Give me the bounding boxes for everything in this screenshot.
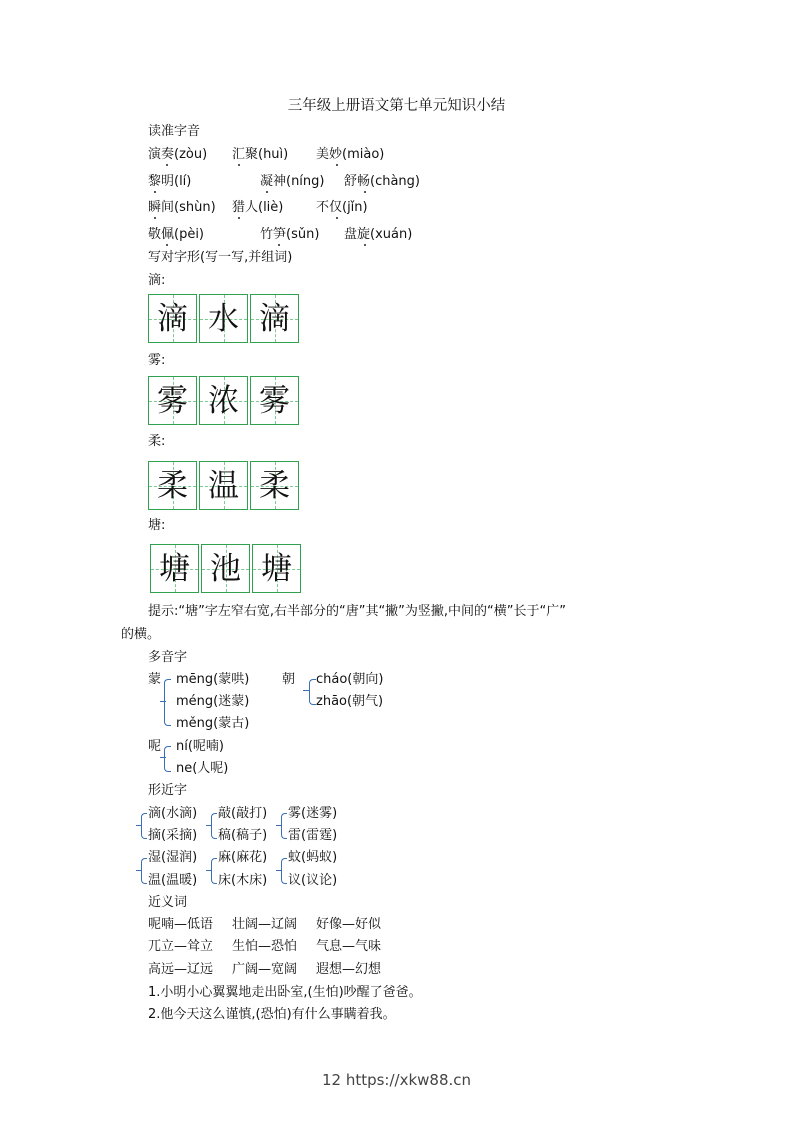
grid-char: 塘 bbox=[261, 550, 292, 587]
similar-char: 滴(水滴) bbox=[148, 806, 198, 821]
pron-item: 美妙(miào) bbox=[316, 147, 385, 162]
bracket bbox=[164, 679, 171, 726]
grid-cell bbox=[250, 376, 299, 425]
writing-grid bbox=[148, 376, 301, 425]
char-label: 塘: bbox=[148, 518, 166, 533]
similar-char: 议(议论) bbox=[288, 873, 338, 888]
polyphone-reading: mēng(蒙哄) bbox=[176, 672, 250, 687]
similar-char: 摘(采摘) bbox=[148, 828, 198, 843]
grid-char: 雾 bbox=[259, 382, 290, 419]
emphasis-dot bbox=[154, 191, 156, 193]
grid-cell bbox=[201, 544, 250, 593]
similar-char: 麻(麻花) bbox=[218, 850, 268, 865]
synonym-pair: 生怕—恐怕 bbox=[232, 939, 298, 954]
pron-item: 演奏(zòu) bbox=[148, 147, 208, 162]
synonym-pair: 广阔—宽阔 bbox=[232, 962, 298, 977]
grid-cell bbox=[252, 544, 301, 593]
emphasis-dot bbox=[336, 217, 338, 219]
polyphone-reading: méng(迷蒙) bbox=[176, 694, 250, 709]
bracket-tick bbox=[160, 701, 166, 702]
bracket-tick bbox=[276, 870, 282, 871]
pron-item: 瞬间(shùn) bbox=[148, 200, 216, 215]
pron-item: 竹笋(sǔn) bbox=[260, 227, 320, 242]
polyphone-char: 朝 bbox=[282, 672, 296, 687]
similar-char: 温(温暖) bbox=[148, 873, 198, 888]
similar-char: 敲(敲打) bbox=[218, 806, 268, 821]
polyphone-reading: cháo(朝向) bbox=[316, 672, 384, 687]
char-label: 柔: bbox=[148, 434, 166, 449]
similar-char: 蚊(蚂蚁) bbox=[288, 850, 338, 865]
section-heading-writing: 写对字形(写一写,并组词) bbox=[148, 250, 293, 265]
hint-text-continued: 的横。 bbox=[121, 627, 161, 642]
emphasis-dot bbox=[364, 191, 366, 193]
grid-cell bbox=[199, 376, 248, 425]
bracket-tick bbox=[303, 690, 309, 691]
grid-char: 柔 bbox=[259, 467, 290, 504]
char-label: 雾: bbox=[148, 353, 166, 368]
similar-char: 床(木床) bbox=[218, 873, 268, 888]
page-title: 三年级上册语文第七单元知识小结 bbox=[287, 98, 506, 114]
bracket bbox=[281, 813, 287, 839]
emphasis-dot bbox=[278, 244, 280, 246]
grid-cell bbox=[250, 294, 299, 343]
grid-cell bbox=[250, 461, 299, 510]
emphasis-dot bbox=[336, 164, 338, 166]
grid-char: 温 bbox=[208, 467, 239, 504]
grid-char: 滴 bbox=[259, 300, 290, 337]
pron-item: 猎人(liè) bbox=[232, 200, 284, 215]
bracket bbox=[281, 858, 287, 884]
synonym-pair: 呢喃—低语 bbox=[148, 917, 214, 932]
grid-cell bbox=[199, 461, 248, 510]
example-sentence: 2.他今天这么谨慎,(恐怕)有什么事瞒着我。 bbox=[148, 1007, 396, 1022]
polyphone-reading: ne(人呢) bbox=[176, 761, 229, 776]
section-heading-pronunciation: 读准字音 bbox=[148, 124, 201, 139]
bracket bbox=[211, 858, 217, 884]
grid-char: 雾 bbox=[157, 382, 188, 419]
grid-char: 浓 bbox=[208, 382, 239, 419]
bracket-tick bbox=[136, 870, 142, 871]
grid-char: 滴 bbox=[157, 300, 188, 337]
pron-item: 舒畅(chàng) bbox=[344, 174, 420, 189]
synonym-pair: 高远—辽远 bbox=[148, 962, 214, 977]
writing-grid bbox=[150, 544, 303, 593]
grid-cell bbox=[199, 294, 248, 343]
example-sentence: 1.小明小心翼翼地走出卧室,(生怕)吵醒了爸爸。 bbox=[148, 985, 422, 1000]
grid-char: 池 bbox=[210, 550, 241, 587]
bracket-tick bbox=[160, 757, 166, 758]
emphasis-dot bbox=[238, 164, 240, 166]
grid-char: 水 bbox=[208, 300, 239, 337]
polyphone-char: 蒙 bbox=[148, 672, 162, 687]
polyphone-char: 呢 bbox=[148, 739, 162, 754]
pron-item: 黎明(lí) bbox=[148, 174, 192, 189]
emphasis-dot bbox=[166, 244, 168, 246]
similar-char: 雷(雷霆) bbox=[288, 828, 338, 843]
grid-char: 塘 bbox=[159, 550, 190, 587]
writing-grid bbox=[148, 294, 301, 343]
bracket bbox=[141, 858, 147, 884]
emphasis-dot bbox=[266, 191, 268, 193]
grid-cell bbox=[148, 376, 197, 425]
similar-char: 雾(迷雾) bbox=[288, 806, 338, 821]
grid-cell bbox=[148, 461, 197, 510]
synonym-pair: 气息—气味 bbox=[316, 939, 382, 954]
grid-cell bbox=[150, 544, 199, 593]
polyphone-reading: měng(蒙古) bbox=[176, 716, 250, 731]
pron-item: 汇聚(huì) bbox=[232, 147, 289, 162]
section-heading-polyphone: 多音字 bbox=[148, 650, 188, 665]
polyphone-reading: zhāo(朝气) bbox=[316, 694, 384, 709]
section-heading-synonym: 近义词 bbox=[148, 895, 188, 910]
bracket-tick bbox=[136, 825, 142, 826]
char-label: 滴: bbox=[148, 273, 166, 288]
bracket bbox=[309, 679, 316, 705]
bracket-tick bbox=[206, 825, 212, 826]
grid-char: 柔 bbox=[157, 467, 188, 504]
polyphone-reading: ní(呢喃) bbox=[176, 739, 224, 754]
hint-text: 提示:“塘”字左窄右宽,右半部分的“唐”其“撇”为竖撇,中间的“横”长于“广” bbox=[148, 604, 566, 619]
writing-grid bbox=[148, 461, 301, 510]
bracket bbox=[141, 813, 147, 839]
grid-cell bbox=[148, 294, 197, 343]
synonym-pair: 好像—好似 bbox=[316, 917, 382, 932]
bracket-tick bbox=[276, 825, 282, 826]
similar-char: 稿(稿子) bbox=[218, 828, 268, 843]
pron-item: 不仅(jǐn) bbox=[316, 200, 368, 215]
emphasis-dot bbox=[364, 244, 366, 246]
section-heading-similar: 形近字 bbox=[148, 783, 188, 798]
emphasis-dot bbox=[154, 217, 156, 219]
emphasis-dot bbox=[238, 217, 240, 219]
pron-item: 敬佩(pèi) bbox=[148, 227, 205, 242]
bracket-tick bbox=[206, 870, 212, 871]
synonym-pair: 兀立—耸立 bbox=[148, 939, 214, 954]
page-footer: 12 https://xkw88.cn bbox=[321, 1071, 472, 1089]
pron-item: 凝神(níng) bbox=[260, 174, 325, 189]
synonym-pair: 壮阔—辽阔 bbox=[232, 917, 298, 932]
pron-item: 盘旋(xuán) bbox=[344, 227, 413, 242]
similar-char: 湿(湿润) bbox=[148, 850, 198, 865]
emphasis-dot bbox=[166, 164, 168, 166]
bracket bbox=[164, 746, 171, 772]
synonym-pair: 遐想—幻想 bbox=[316, 962, 382, 977]
bracket bbox=[211, 813, 217, 839]
